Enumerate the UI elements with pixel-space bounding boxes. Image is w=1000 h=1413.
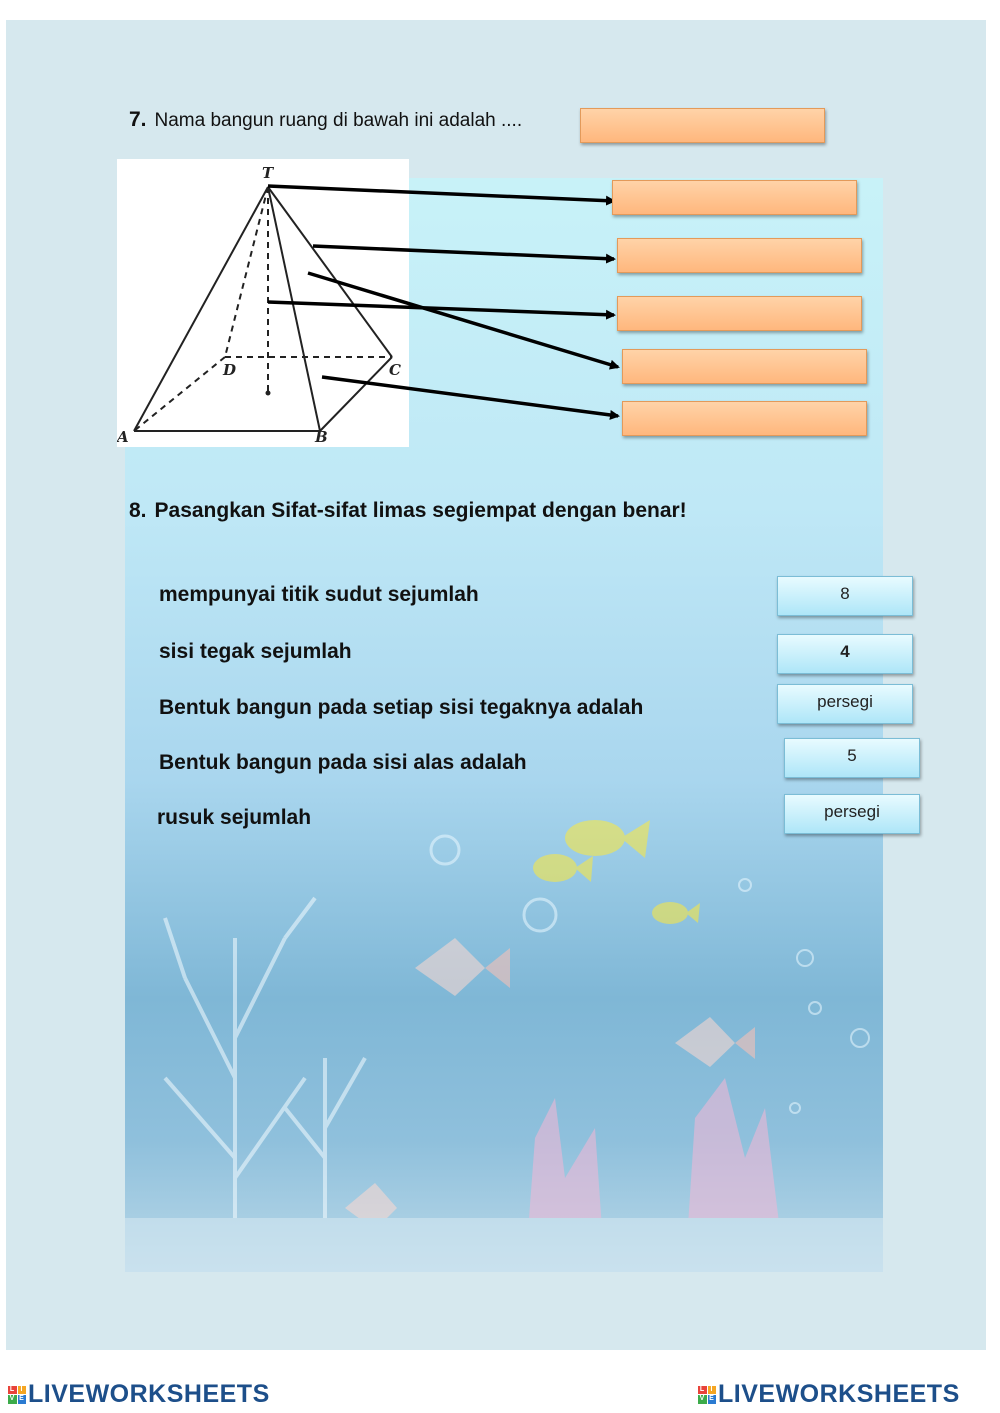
label-c: C [389,361,401,379]
arrow-apex [268,186,614,201]
statement-edges: rusuk sejumlah [157,806,312,829]
statement-base-shape: Bentuk bangun pada sisi alas adalah [159,751,527,774]
brand-text: LIVEWORKSHEETS [28,1380,270,1408]
label-t: T [262,164,274,182]
label-b: B [315,428,328,446]
pointer-arrows [0,0,1000,460]
yellow-fish-icon [533,854,593,882]
answer-input-apex[interactable] [612,180,857,215]
bubble [851,1029,869,1047]
seabed [125,1218,883,1272]
bubble [431,836,459,864]
bubble [809,1002,821,1014]
bubble [790,1103,800,1113]
answer-input-height[interactable] [617,296,862,331]
arrow-base [322,377,618,416]
liveworksheets-logo-right [698,1380,960,1409]
statement-lateral-faces: sisi tegak sejumlah [159,640,352,663]
arrow-lateral-edge [313,246,614,259]
match-tile-persegi-2[interactable]: persegi [784,794,920,834]
answer-input-lateral-edge[interactable] [617,238,862,273]
liveworksheets-icon: L I V E [9,1385,25,1402]
brand-text: LIVEWORKSHEETS [718,1380,960,1408]
match-tile-5[interactable]: 5 [784,738,920,778]
match-tile-8[interactable]: 8 [777,576,913,616]
bubble [524,899,556,931]
bubble [739,879,751,891]
label-a: A [117,428,129,446]
yellow-fish-icon [565,820,650,858]
bubble [797,950,813,966]
liveworksheets-icon: L I V E [699,1385,715,1402]
white-coral-icon [165,898,365,1272]
label-d: D [223,361,237,379]
yellow-fish-icon [652,902,700,924]
question-8-title [129,499,687,523]
question-number: 7. [129,108,147,131]
match-tile-persegi[interactable]: persegi [777,684,913,724]
pink-fish-icon [415,938,510,996]
answer-input-base[interactable] [622,401,867,436]
statement-lateral-face-shape: Bentuk bangun pada setiap sisi tegaknya adalah [159,696,644,719]
pink-fish-icon [675,1017,755,1067]
question-number: 8. [129,499,147,522]
arrow-side-face [308,273,618,367]
question-text: Nama bangun ruang di bawah ini adalah .... [154,110,523,131]
question-text: Pasangkan Sifat-sifat limas segiempat dengan benar! [154,499,687,522]
statement-vertices: mempunyai titik sudut sejumlah [159,583,479,606]
liveworksheets-logo-left [8,1380,270,1409]
answer-input-side-face[interactable] [622,349,867,384]
match-tile-4[interactable]: 4 [777,634,913,674]
